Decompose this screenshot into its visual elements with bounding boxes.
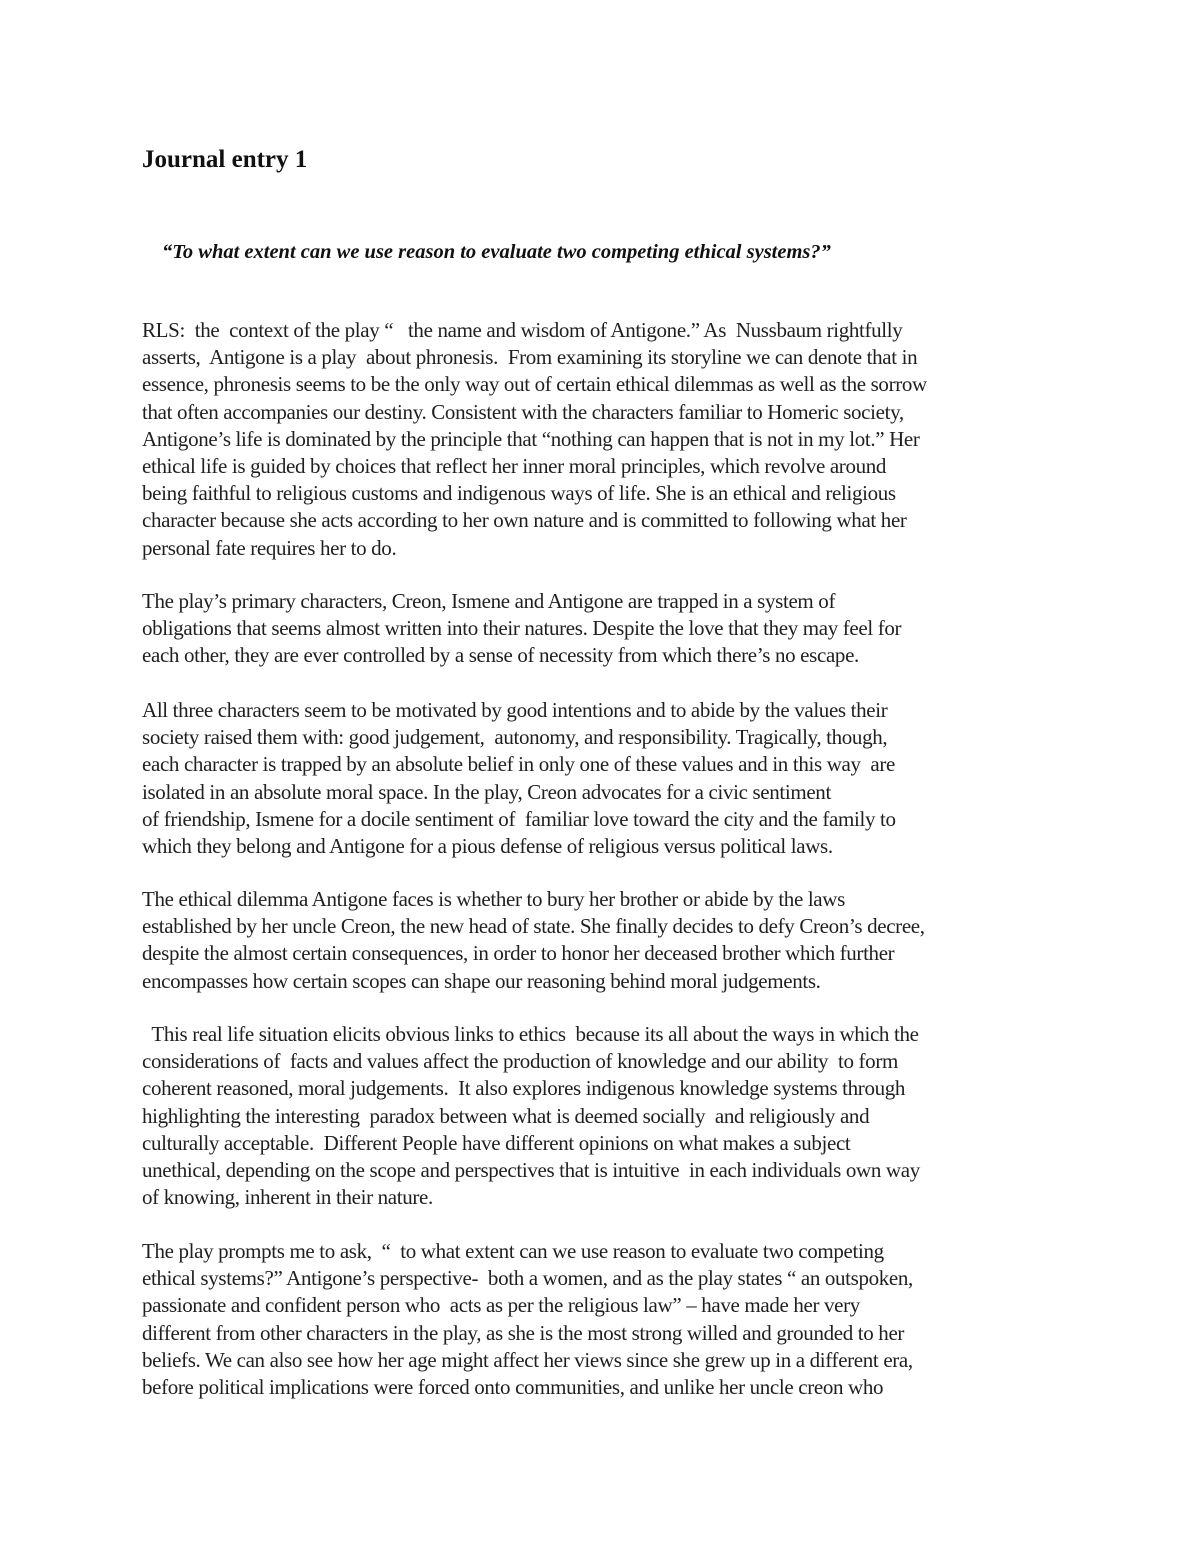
text-line: asserts, Antigone is a play about phronesis. From examining its storyline we can denote that in — [142, 345, 918, 370]
text-line: being faithful to religious customs and indigenous ways of life. She is an ethical and religious — [142, 481, 896, 506]
text-line: beliefs. We can also see how her age might affect her views since she grew up in a different era, — [142, 1347, 913, 1372]
text-line: personal fate requires her to do. — [142, 535, 397, 560]
paragraph-5 — [142, 1021, 920, 1211]
text-line: coherent reasoned, moral judgements. It also explores indigenous knowledge systems through — [142, 1076, 906, 1101]
text-line: The play prompts me to ask, “ to what extent can we use reason to evaluate two competing — [142, 1239, 884, 1263]
text-line: encompasses how certain scopes can shape our reasoning behind moral judgements. — [142, 968, 821, 993]
text-line: ethical systems?” Antigone’s perspective- both a women, and as the play states “ an outspoken, — [142, 1266, 913, 1291]
paragraph-3 — [142, 697, 896, 860]
text-line: of friendship, Ismene for a docile sentiment of familiar love toward the city and the family to — [142, 806, 896, 831]
text-line: each other, they are ever controlled by a sense of necessity from which there’s no escape. — [142, 643, 859, 668]
text-line: different from other characters in the play, as she is the most strong willed and grounded to her — [142, 1320, 905, 1345]
text-line: character because she acts according to her own nature and is committed to following what her — [142, 508, 907, 533]
text-line: essence, phronesis seems to be the only way out of certain ethical dilemmas as well as the sorrow — [142, 372, 927, 397]
text-line: society raised them with: good judgement, autonomy, and responsibility. Tragically, though, — [142, 725, 888, 750]
text-line: RLS: the context of the play “ the name and wisdom of Antigone.” As Nussbaum rightfully — [142, 318, 903, 342]
paragraph-6 — [142, 1238, 913, 1401]
text-line: before political implications were forced onto communities, and unlike her uncle creon who — [142, 1374, 884, 1399]
text-line: Antigone’s life is dominated by the principle that “nothing can happen that is not in my lot.” Her — [142, 426, 920, 451]
text-line: The play’s primary characters, Creon, Ismene and Antigone are trapped in a system of — [142, 589, 836, 613]
text-line: of knowing, inherent in their nature. — [142, 1185, 433, 1210]
text-line: ethical life is guided by choices that reflect her inner moral principles, which revolve around — [142, 453, 887, 478]
text-line: obligations that seems almost written into their natures. Despite the love that they may feel for — [142, 616, 902, 641]
text-line: highlighting the interesting paradox between what is deemed socially and religiously and — [142, 1103, 870, 1128]
text-line: The ethical dilemma Antigone faces is whether to bury her brother or abide by the laws — [142, 887, 845, 911]
paragraph-1 — [142, 317, 927, 562]
essay-prompt: “To what extent can we use reason to evaluate two competing ethical systems?” — [162, 241, 831, 263]
text-line: which they belong and Antigone for a pious defense of religious versus political laws. — [142, 833, 833, 858]
text-line: passionate and confident person who acts as per the religious law” – have made her very — [142, 1293, 860, 1318]
paragraph-2 — [142, 588, 901, 670]
paragraph-4 — [142, 886, 925, 995]
text-line: established by her uncle Creon, the new head of state. She finally decides to defy Creon’s decree, — [142, 914, 925, 939]
text-line: isolated in an absolute moral space. In the play, Creon advocates for a civic sentiment — [142, 779, 831, 804]
text-line: despite the almost certain consequences, in order to honor her deceased brother which further — [142, 941, 895, 966]
text-line: culturally acceptable. Different People have different opinions on what makes a subject — [142, 1130, 851, 1155]
text-line: each character is trapped by an absolute belief in only one of these values and in this way are — [142, 752, 896, 777]
page-title: Journal entry 1 — [142, 146, 308, 173]
text-line: that often accompanies our destiny. Consistent with the characters familiar to Homeric society, — [142, 399, 904, 424]
text-line: considerations of facts and values affect the production of knowledge and our ability to form — [142, 1049, 898, 1074]
text-line: All three characters seem to be motivated by good intentions and to abide by the values their — [142, 698, 888, 722]
text-line: unethical, depending on the scope and perspectives that is intuitive in each individuals own way — [142, 1157, 920, 1182]
text-line: This real life situation elicits obvious links to ethics because its all about the ways in which the — [142, 1022, 919, 1046]
